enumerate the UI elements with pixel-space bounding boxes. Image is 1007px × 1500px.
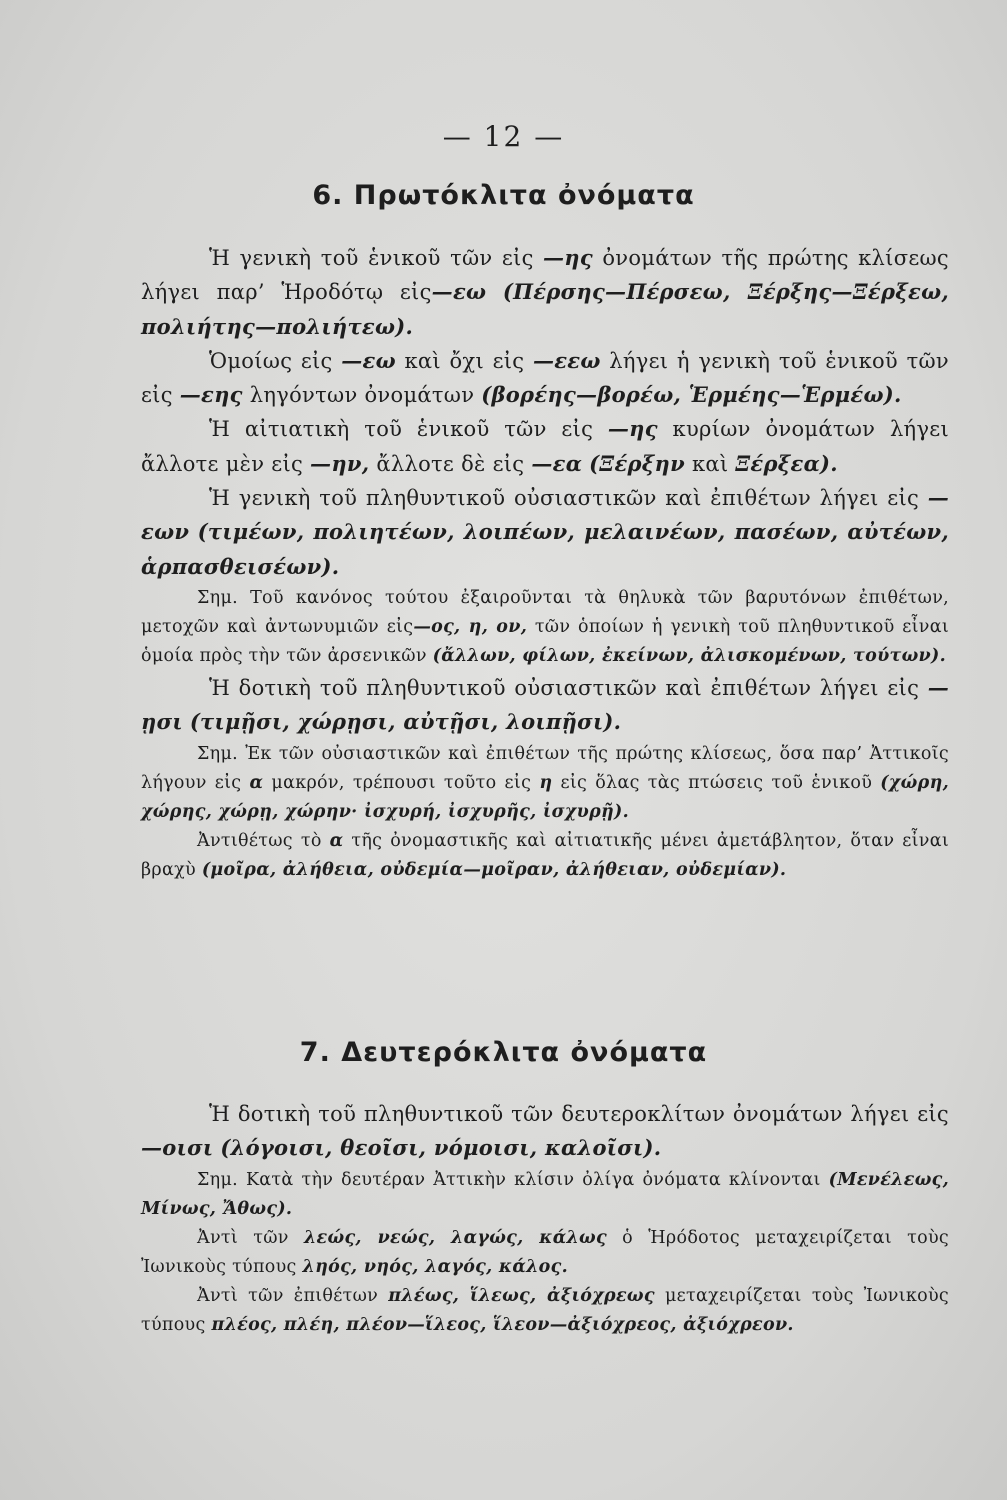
note-attic-declension: Σημ. Κατὰ τὴν δευτέραν Ἀττικὴν κλίσιν ὀλίγα ὀνόματα κλίνονται (Μενέλεως, Μίνως, Ἄθως).: [141, 1169, 949, 1219]
section-7-body: [141, 1098, 949, 1340]
paragraph-genitive-singular: Ἡ γενικὴ τοῦ ἑνικοῦ τῶν εἰς —ης ὀνομάτων τῆς πρώτης κλίσεως λήγει παρ’ Ἡροδότῳ εἰς—εω (Πέρσης—Πέρσεω, Ξέρξης—Ξέρξεω, πολιήτης—πολιήτεω).: [141, 245, 949, 339]
page-number: — 12 —: [442, 120, 565, 153]
paragraph-genitive-plural: Ἡ γενικὴ τοῦ πληθυντικοῦ οὐσιαστικῶν καὶ ἐπιθέτων λήγει εἰς —εων (τιμέων, πολιητέων, λοιπέων, μελαινέων, πασέων, αὐτέων, ἁρπασθεισέων).: [141, 485, 949, 579]
section-7-heading: 7. Δευτερόκλιτα ὀνόματα: [299, 1037, 708, 1068]
note-ionic-adjectives: Ἀντὶ τῶν ἐπιθέτων πλέως, ἵλεως, ἀξιόχρεως μεταχειρίζεται τοὺς Ἰωνικοὺς τύπους πλέος, πλέη, πλέον—ἵλεος, ἵλεον—ἀξιόχρεος, ἀξιόχρεον.: [141, 1285, 949, 1335]
note-long-alpha: Σημ. Ἐκ τῶν οὐσιαστικῶν καὶ ἐπιθέτων τῆς πρώτης κλίσεως, ὅσα παρ’ Ἀττικοῖς λήγουν εἰς α μακρόν, τρέπουσι τοῦτο εἰς η εἰς ὅλας τὰς πτώσεις τοῦ ἑνικοῦ (χώρη, χώρης, χώρῃ, χώρην· ἰσχυρή, ἰσχυρῆς, ἰσχυρῇ).: [141, 743, 949, 822]
paragraph-dative-plural-second: Ἡ δοτικὴ τοῦ πληθυντικοῦ τῶν δευτεροκλίτων ὀνομάτων λήγει εἰς —οισι (λόγοισι, θεοῖσι, νόμοισι, καλοῖσι).: [141, 1102, 949, 1161]
section-6-heading: 6. Πρωτόκλιτα ὀνόματα: [312, 180, 695, 211]
note-exceptions: Σημ. Τοῦ κανόνος τούτου ἐξαιροῦνται τὰ θηλυκὰ τῶν βαρυτόνων ἐπιθέτων, μετοχῶν καὶ ἀντωνυμιῶν εἰς—ος, η, ον, τῶν ὁποίων ἡ γενικὴ τοῦ πληθυντικοῦ εἶναι ὁμοία πρὸς τὴν τῶν ἀρσενικῶν (ἄλλων, φίλων, ἐκείνων, ἀλισκομένων, τούτων).: [141, 587, 949, 666]
paragraph-accusative-singular: Ἡ αἰτιατικὴ τοῦ ἑνικοῦ τῶν εἰς —ης κυρίων ὀνομάτων λήγει ἄλλοτε μὲν εἰς —ην, ἄλλοτε δὲ εἰς —εα (Ξέρξην καὶ Ξέρξεα).: [141, 416, 950, 476]
paragraph-similarly: Ὁμοίως εἰς —εω καὶ ὄχι εἰς —εεω λήγει ἡ γενικὴ τοῦ ἑνικοῦ τῶν εἰς —εης ληγόντων ὀνομάτων (βορέης—βορέω, Ἑρμέης—Ἑρμέω).: [141, 347, 949, 408]
note-ionic-forms: Ἀντὶ τῶν λεώς, νεώς, λαγώς, κάλως ὁ Ἡρόδοτος μεταχειρίζεται τοὺς Ἰωνικοὺς τύπους ληός, νηός, λαγός, κάλος.: [141, 1227, 949, 1277]
paragraph-dative-plural: Ἡ δοτικὴ τοῦ πληθυντικοῦ οὐσιαστικῶν καὶ ἐπιθέτων λήγει εἰς —ῃσι (τιμῇσι, χώρῃσι, αὐτῇσι, λοιπῇσι).: [141, 674, 949, 735]
section-6-body: [141, 241, 949, 885]
note-short-alpha: Ἀντιθέτως τὸ α τῆς ὀνομαστικῆς καὶ αἰτιατικῆς μένει ἀμετάβλητον, ὅταν εἶναι βραχὺ (μοῖρα, ἀλήθεια, οὐδεμία—μοῖραν, ἀλήθειαν, οὐδεμίαν).: [141, 830, 949, 880]
